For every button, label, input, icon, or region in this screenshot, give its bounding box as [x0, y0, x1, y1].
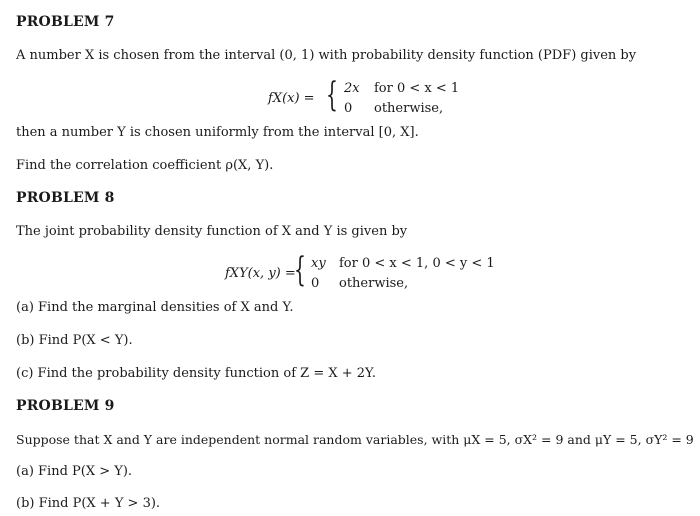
problem-9-part-a: (a) Find P(X > Y).	[16, 464, 133, 479]
problem-9-part-b: (b) Find P(X + Y > 3).	[16, 496, 161, 511]
problem-7-case1-expr: 2x	[344, 81, 360, 96]
problem-8-part-a: (a) Find the marginal densities of X and Y.	[16, 300, 294, 315]
problem-8-case2-expr: 0	[311, 276, 320, 291]
problem-7-title: PROBLEM 7	[16, 14, 115, 30]
problem-9-title: PROBLEM 9	[16, 398, 115, 414]
problem-8-case2-cond: otherwise,	[339, 276, 409, 291]
problem-9-intro: Suppose that X and Y are independent normal random variables, with μX = 5, σX² = 9 and μY = 5, σY² = 9	[16, 432, 694, 447]
problem-7-case2-cond: otherwise,	[374, 101, 444, 116]
problem-8-part-b: (b) Find P(X < Y).	[16, 333, 133, 348]
problem-7-case1-cond: for 0 < x < 1	[374, 81, 460, 96]
problem-8-case1-expr: xy	[311, 256, 326, 271]
problem-8-case1-cond: for 0 < x < 1, 0 < y < 1	[339, 256, 495, 271]
problem-8-pdf-lhs: fXY(x, y) =	[225, 266, 296, 281]
problem-8-part-c: (c) Find the probability density function of Z = X + 2Y.	[16, 366, 377, 381]
problem-7-then: then a number Y is chosen uniformly from the interval [0, X].	[16, 125, 419, 140]
problem-7-brace: {	[326, 75, 338, 115]
problem-8-intro: The joint probability density function of X and Y is given by	[16, 224, 408, 239]
problem-7-intro: A number X is chosen from the interval (0, 1) with probability density function (PDF) given by	[16, 48, 637, 63]
problem-7-case2-expr: 0	[344, 101, 353, 116]
problem-8-brace: {	[294, 250, 306, 290]
problem-7-pdf-lhs: fX(x) =	[268, 91, 315, 106]
problem-8-title: PROBLEM 8	[16, 190, 115, 206]
problem-7-task: Find the correlation coefficient ρ(X, Y).	[16, 158, 274, 173]
